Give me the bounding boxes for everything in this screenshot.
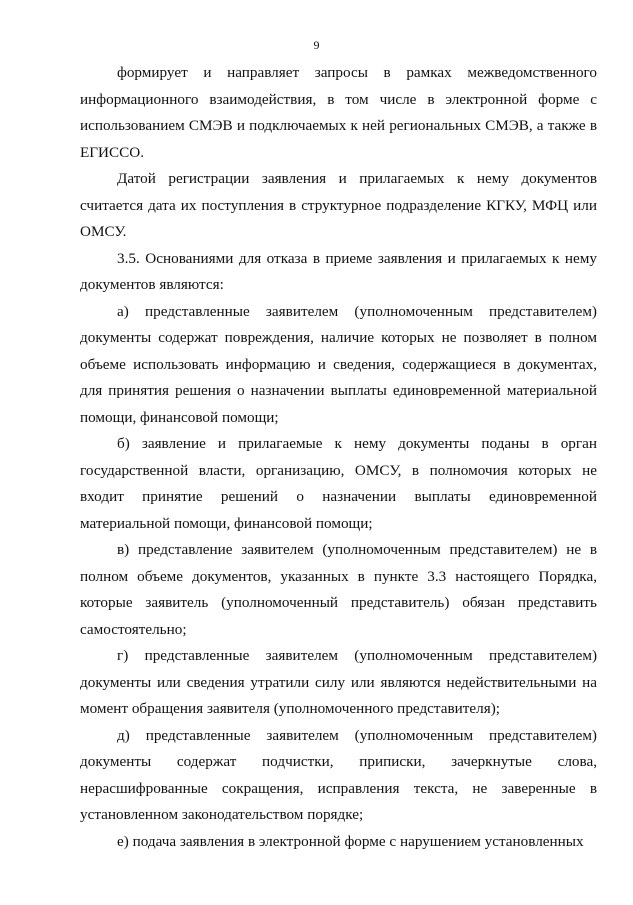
list-item-g: г) представленные заявителем (уполномоченным представителем) документы или сведения утратили силу или являются недействительными на момент обращения заявителя (уполномоченного представителя); [80, 647, 597, 717]
paragraph-continuation: формирует и направляет запросы в рамках межведомственного информационного взаимодействия, в том числе в электронной форме с использованием СМЭВ и подключаемых к ней региональных СМЭВ, а также в ЕГИССО. [80, 64, 597, 161]
document-body [80, 60, 597, 855]
page-number: 9 [313, 38, 320, 52]
list-item-e: е) подача заявления в электронной форме с нарушением установленных [117, 832, 584, 850]
paragraph-registration-date: Датой регистрации заявления и прилагаемых к нему документов считается дата их поступления в структурное подразделение КГКУ, МФЦ или ОМСУ. [80, 170, 597, 240]
paragraph-3-5-refusal-grounds: 3.5. Основаниями для отказа в приеме заявления и прилагаемых к нему документов являются: [80, 249, 597, 293]
list-item-d: д) представленные заявителем (уполномоченным представителем) документы содержат подчистки, приписки, зачеркнутые слова, нерасшифрованные сокращения, исправления текста, не заверенные в установленном законодательством порядке; [80, 726, 597, 823]
list-item-a: а) представленные заявителем (уполномоченным представителем) документы содержат повреждения, наличие которых не позволяет в полном объеме использовать информацию и сведения, содержащиеся в документах, для принятия решения о назначении выплаты единовременной материальной помощи, финансовой помощи; [80, 302, 597, 426]
list-item-v: в) представление заявителем (уполномоченным представителем) не в полном объеме документов, указанных в пункте 3.3 настоящего Порядка, которые заявитель (уполномоченный представитель) обязан представить самостоятельно; [80, 541, 597, 638]
list-item-b: б) заявление и прилагаемые к нему документы поданы в орган государственной власти, организацию, ОМСУ, в полномочия которых не входит принятие решений о назначении выплаты единовременной материальной помощи, финансовой помощи; [80, 435, 597, 532]
